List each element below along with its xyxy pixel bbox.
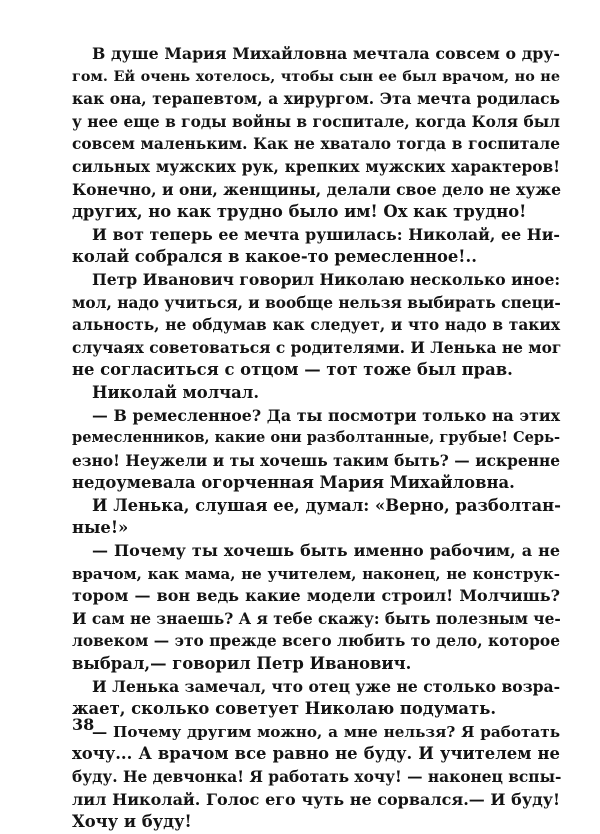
text-line: — В ремесленное? Да ты посмотри только на этих: [92, 405, 560, 425]
text-line: И Ленька замечал, что отец уже не столько возра-: [92, 676, 561, 696]
text-line: — Почему ты хочешь быть именно рабочим, а не: [92, 541, 560, 561]
text-line: Николай молчал.: [92, 382, 260, 402]
page-number: 38: [72, 715, 95, 734]
text-line: И Ленька, слушая ее, думал: «Верно, разболтан-: [92, 495, 561, 515]
text-line: езно! Неужели и ты хочешь таким быть? — искренне: [72, 451, 560, 470]
text-line: В душе Мария Михайловна мечтала совсем о дру-: [92, 44, 560, 63]
text-line: Петр Иванович говорил Николаю несколько иное:: [92, 269, 561, 289]
text-line: буду. Не девчонка! Я работать хочу! — наконец вспы-: [72, 768, 562, 786]
text-line: не согласиться с отцом — тот тоже был прав.: [72, 360, 513, 380]
text-line: ловеком — это прежде всего любить то дело, которое: [72, 632, 560, 651]
text-line: случаях советоваться с родителями. И Ленька не мог: [72, 338, 562, 357]
text-line: Конечно, и они, женщины, делали свое дело не хуже: [72, 179, 561, 199]
body-text: [72, 43, 560, 834]
text-line: мол, надо учиться, и вообще нельзя выбирать специ-: [72, 293, 561, 312]
text-line: жает, сколько советует Николаю подумать.: [72, 699, 497, 719]
text-line: других, но как трудно было им! Ох как трудно!: [72, 202, 527, 222]
text-line: И вот теперь ее мечта рушилась: Николай, ее Ни-: [92, 224, 560, 244]
text-line: ремесленников, какие они разболтанные, грубые! Серь-: [72, 429, 561, 447]
text-line: совсем маленьким. Как не хватало тогда в госпитале: [72, 135, 560, 154]
text-line: — Почему другим можно, а мне нельзя? Я работать: [92, 722, 560, 741]
text-line: выбрал,— говорил Петр Иванович.: [72, 654, 412, 674]
text-line: И сам не знаешь? А я тебе скажу: быть полезным че-: [72, 609, 561, 628]
text-line: Хочу и буду!: [72, 812, 192, 832]
text-line: врачом, как мама, не учителем, наконец, не конструк-: [72, 564, 560, 583]
text-line: гом. Ей очень хотелось, чтобы сын ее был врачом, но не: [72, 67, 560, 85]
text-line: альность, не обдумав как следует, и что надо в таких: [72, 316, 560, 335]
text-line: колай собрался в какое-то ремесленное!..: [72, 247, 477, 267]
text-line: тором — вон ведь какие модели строил! Молчишь?: [72, 586, 560, 606]
text-line: недоумевала огорченная Мария Михайловна.: [72, 473, 515, 493]
text-line: как она, терапевтом, а хирургом. Эта мечта родилась: [72, 90, 560, 109]
text-line: сильных мужских рук, крепких мужских характеров!: [72, 157, 560, 176]
text-line: у нее еще в годы войны в госпитале, когда Коля был: [72, 112, 560, 131]
text-line: хочу... А врачом все равно не буду. И учителем не: [72, 744, 560, 764]
text-line: ные!»: [72, 518, 129, 538]
text-line: лил Николай. Голос его чуть не сорвался.— И буду!: [72, 789, 560, 809]
